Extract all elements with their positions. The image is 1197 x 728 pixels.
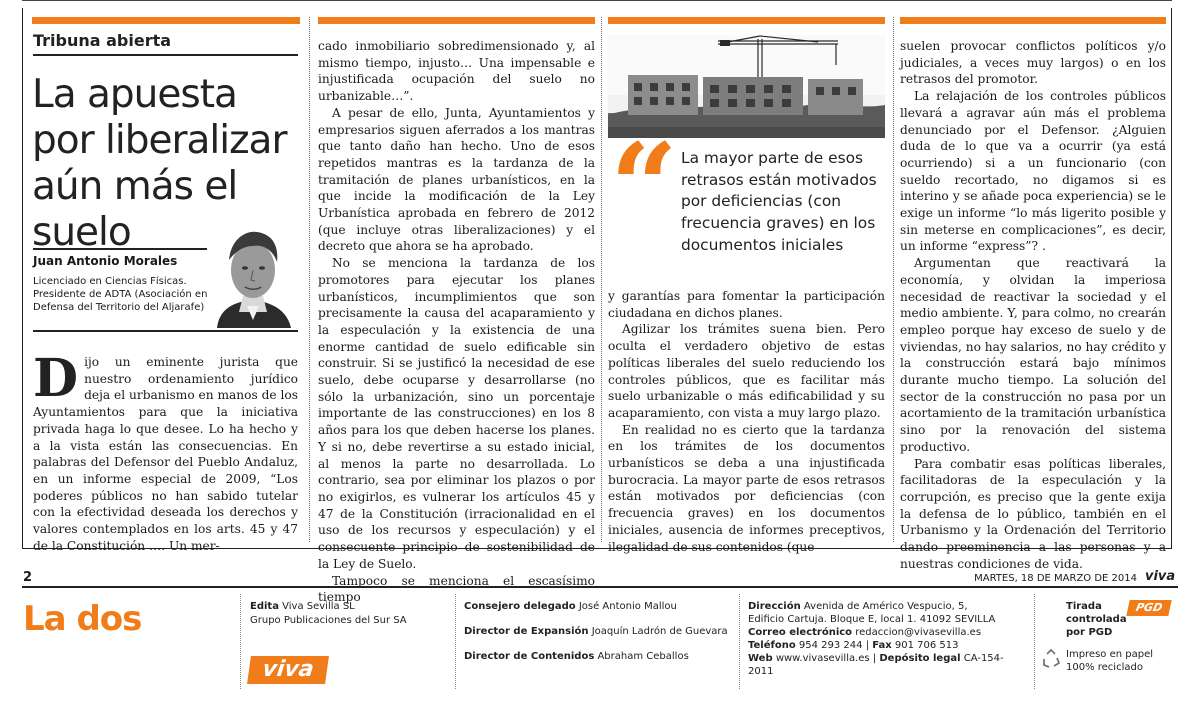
section-label: Tribuna abierta xyxy=(33,31,298,56)
web-value: www.vivasevilla.es xyxy=(775,653,870,664)
tirada-text: Tirada controlada por PGD xyxy=(1066,601,1127,638)
contenidos-label: Director de Contenidos xyxy=(464,651,595,662)
pull-quote xyxy=(608,117,885,290)
column-1-text: ijo un eminente jurista que nuestro ordenamiento jurídico deja el urbanismo en manos de los Ayuntamientos para que la iniciativa privada haga lo que desee. Lo ha hecho y a la vista están las consecuencias. En palabras del Defensor del Pueblo Andaluz, en un informe especial de 2009, “Los poderes públicos no han sabido tutelar con la efectividad deseada los derechos y valores contemplados en los arts. 45 y 47 de la Constitución …. Un mer- xyxy=(33,355,298,553)
brand-mark-small: viva xyxy=(1145,569,1176,584)
column-divider xyxy=(893,17,894,542)
expansion-label: Director de Expansión xyxy=(464,626,589,637)
paragraph: La relajación de los controles públicos llevará a agravar aún más el problema denunciado por el Defensor. ¿Alguien duda de lo que va a ocurrir (ya está ocurriendo) si a un funcionario (con sueldo recortado, no digamos si es interino y se añade poca experiencia) se le exige un informe “lo más ligerito posible y sin meterse en complicaciones”, es decir, un informe “express”? . xyxy=(900,89,1166,254)
contenidos-value: Abraham Ceballos xyxy=(597,651,689,662)
paragraph: suelen provocar conflictos políticos y/o judiciales, a veces muy largos) o en los retrasos del promotor. xyxy=(900,39,1166,87)
direccion-value: Avenida de Américo Vespucio, 5, xyxy=(803,601,968,612)
deposito-label: Depósito legal xyxy=(879,653,961,664)
author-bio: Licenciado en Ciencias Físicas. Presidente de ADTA (Asociación en Defensa del Territorio del Aljarafe) xyxy=(33,276,208,313)
viva-logo: viva xyxy=(247,656,329,684)
recycle-icon xyxy=(1040,648,1062,670)
quote-icon: “ xyxy=(610,117,678,256)
publisher-block xyxy=(250,600,450,628)
contact-block: Dirección Avenida de Américo Vespucio, 5, Edificio Cartuja. Bloque E, local 1. 41092 SEVILLA Correo electrónico redaccion@vivasevilla.es Teléfono 954 293 244 | Fax 901 706 513 Web www.vivasevilla.es | Depósito legal CA-154-2011 xyxy=(748,600,1028,678)
recycled-paper-text: Impreso en papel 100% reciclado xyxy=(1066,649,1154,673)
telefono-label: Teléfono xyxy=(748,640,796,651)
direccion-value-2: Edificio Cartuja. Bloque E, local 1. 41092 SEVILLA xyxy=(748,614,996,625)
issue-date: MARTES, 18 DE MARZO DE 2014 xyxy=(974,573,1137,584)
column-4 xyxy=(900,38,1166,573)
correo-value: redaccion@vivasevilla.es xyxy=(855,627,982,638)
correo-label: Correo electrónico xyxy=(748,627,853,638)
consejero-value: José Antonio Mallou xyxy=(578,601,677,612)
direccion-label: Dirección xyxy=(748,601,801,612)
deposito-value: CA-154-2011 xyxy=(748,653,1004,677)
footer-divider xyxy=(739,594,740,689)
column-divider xyxy=(309,17,310,542)
edita-label: Edita xyxy=(250,601,279,612)
staff-block xyxy=(464,600,734,664)
author-bottom-rule xyxy=(33,330,298,332)
paragraph: Agilizar los trámites suena bien. Pero oculta el verdadero objetivo de estas políticas liberales del suelo reduciendo los controles públicos, que es facilitar más suelo urbanizable o más edificabilidad y su acaparamiento, con vista a muy largo plazo. xyxy=(608,322,885,420)
edita-value: Viva Sevilla SL xyxy=(282,601,355,612)
paragraph: cado inmobiliario sobredimensionado y, al mismo tiempo, injusto… Una impensable e injustificada ocupación del suelo no urbanizable…”. xyxy=(318,39,595,104)
footer-rule xyxy=(22,586,1178,588)
column-divider xyxy=(601,17,602,542)
page-number: 2 xyxy=(23,570,33,585)
section-name: La dos xyxy=(23,599,142,639)
author-name: Juan Antonio Morales xyxy=(33,254,178,268)
column-bar-2 xyxy=(318,17,595,24)
group-name: Grupo Publicaciones del Sur SA xyxy=(250,615,407,626)
consejero-label: Consejero delegado xyxy=(464,601,576,612)
paragraph: En realidad no es cierto que la tardanza en los trámites de los documentos urbanísticos se deba a una injustificada burocracia. La mayor parte de esos retrasos están motivados por deficiencias (con frecuencia graves) en los documentos iniciales, ausencia de informes preceptivos, ilegalidad de sus contenidos (que xyxy=(608,422,885,554)
paragraph: No se menciona la tardanza de los promotores para ejecutar los planes urbanísticos, incumplimientos que son precisamente la causa del acaparamiento y la especulación y la existencia de una enorme cantidad de suelo edificable sin construir. Si se justificó la necesidad de ese suelo, debe ocuparse y desarrollarse (no sólo la urbanización, sino un porcentaje importante de las construcciones) en los 8 años para los que deben hacerse los planes. Y si no, debe revertirse a su estado inicial, al menos la parte no desarrollada. Lo contrario, sea por eliminar los plazos o por no exigirlos, es vulnerar los artículos 45 y 47 de la Constitución (irracionalidad en el uso de los recursos y especulación) y el consecuente principio de sostenibilidad de la Ley de Suelo. xyxy=(318,256,595,571)
paragraph: y garantías para fomentar la participación ciudadana en dichos planes. xyxy=(608,289,885,320)
paragraph: A pesar de ello, Junta, Ayuntamientos y empresarios siguen aferrados a los mantras que tanto daño han hecho. Uno de esos repetidos mantras es la tardanza de la tramitación de planes urbanísticos, en la que incide la modificación de la Ley Urbanística aprobada en febrero de 2012 (que incluye otras liberalizaciones) y el decreto que ahora se ha aprobado. xyxy=(318,105,595,254)
headline: La apuesta por liberalizar aún más el suelo xyxy=(32,72,287,255)
author-portrait xyxy=(207,220,299,328)
paragraph: Argumentan que reactivará la economía, y olvidan la imperiosa necesidad de reactivar la sociedad y el medio ambiente. Y, para colmo, no crearán empleo porque hay exceso de suelo y de viviendas, no hay salarios, no hay crédito y la construcción estará bajo mínimos durante mucho tiempo. La solución del sector de la construcción no pasa por un acortamiento de la tramitación urbanística sino por la renovación del sistema productivo. xyxy=(900,256,1166,454)
pull-quote-text: La mayor parte de esos retrasos están motivados por deficiencias (con frecuencia graves) en los documentos iniciales xyxy=(681,149,877,254)
column-bar-4 xyxy=(900,17,1166,24)
column-bar-3 xyxy=(608,17,885,24)
expansion-value: Joaquín Ladrón de Guevara xyxy=(591,626,728,637)
fax-label: Fax xyxy=(872,640,892,651)
column-bar-1 xyxy=(32,17,300,24)
fax-value: 901 706 513 xyxy=(894,640,959,651)
footer-divider xyxy=(240,594,241,689)
web-label: Web xyxy=(748,653,773,664)
footer-divider xyxy=(455,594,456,689)
column-1 xyxy=(33,348,298,554)
pgd-logo: PGD xyxy=(1126,600,1171,616)
footer-divider xyxy=(1034,594,1035,689)
column-3 xyxy=(608,288,885,555)
telefono-value: 954 293 244 xyxy=(798,640,863,651)
top-rule xyxy=(22,0,1172,1)
paragraph: Para combatir esas políticas liberales, facilitadoras de la especulación y la corrupción, es preciso que la gente exija la defensa de lo público, también en el Urbanismo y la Ordenación del Territorio dando preeminencia a las personas y a nuestras condiciones de vida. xyxy=(900,456,1166,571)
drop-cap: D xyxy=(33,348,79,409)
column-2 xyxy=(318,38,595,606)
paragraph: Tampoco se menciona el escasísimo tiempo xyxy=(318,573,595,605)
